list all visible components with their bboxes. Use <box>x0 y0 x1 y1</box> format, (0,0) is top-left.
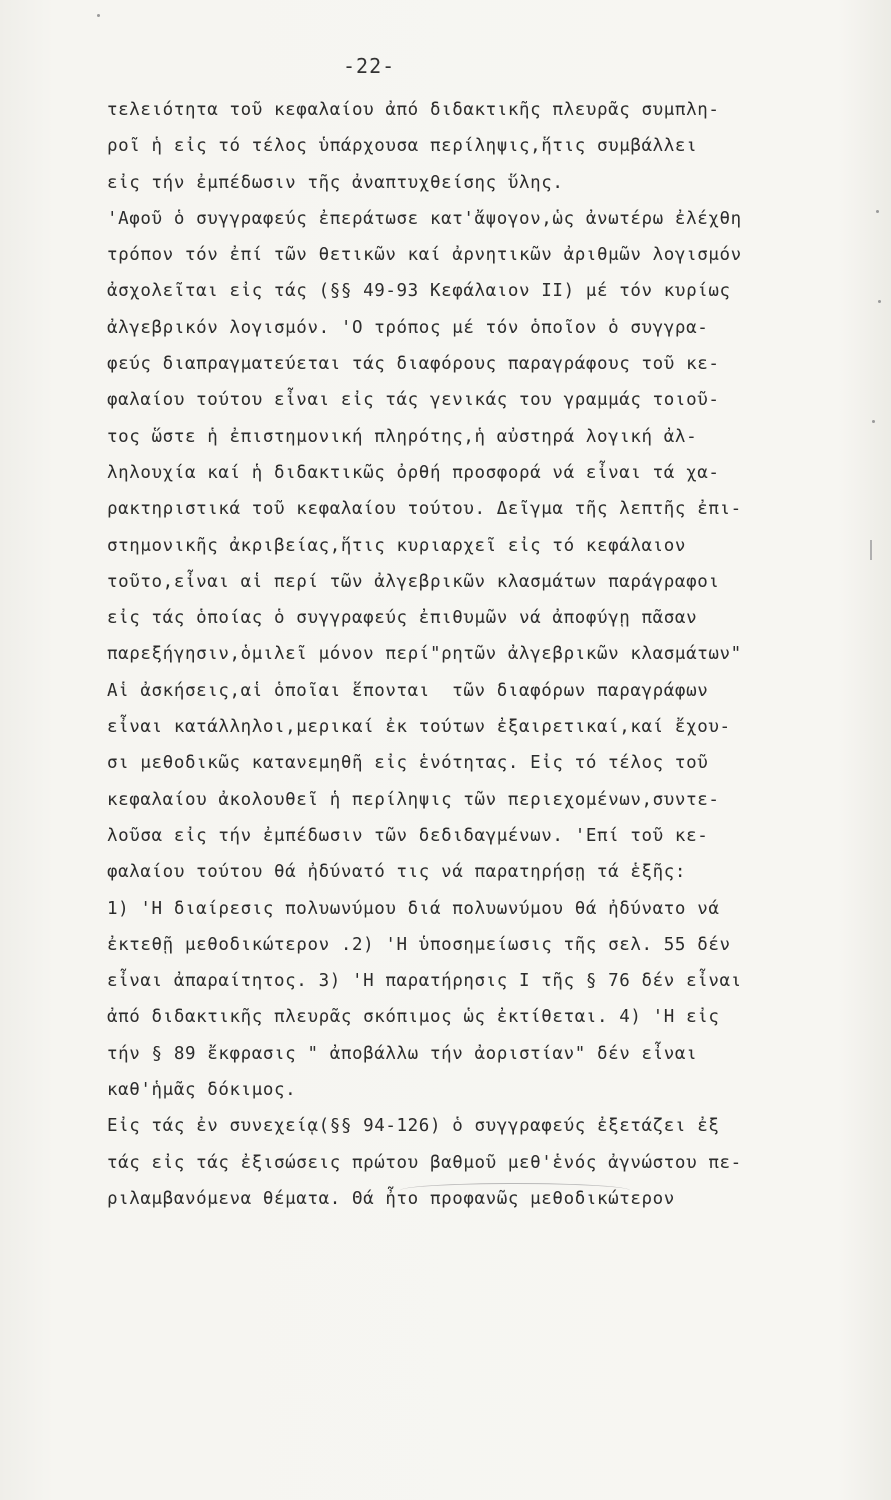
text-line: 1) 'Η διαίρεσις πολυωνύμου διά πολυωνύμου θά ἠδύνατο νά <box>107 898 720 919</box>
paper-speck <box>878 300 881 303</box>
paper-speck <box>97 14 100 17</box>
text-line: παρεξήγησιν,ὁμιλεῖ μόνον περί"ρητῶν ἀλγεβρικῶν κλασμάτων" <box>107 644 742 665</box>
text-line: τος ὥστε ἡ ἐπιστημονική πληρότης,ἡ αὐστηρά λογική ἀλ- <box>107 426 698 447</box>
typed-text-block <box>107 92 877 1217</box>
text-line: Εἰς τάς ἐν συνεχείᾳ(§§ 94-126) ὁ συγγραφεύς ἐξετάζει ἐξ <box>107 1116 720 1137</box>
text-line: καθ'ἡμᾶς δόκιμος. <box>107 1080 297 1101</box>
text-line: ἐκτεθῇ μεθοδικώτερον .2) 'Η ὑποσημείωσις τῆς σελ. 55 δέν <box>107 934 731 955</box>
text-line: ρακτηριστικά τοῦ κεφαλαίου τούτου. Δεῖγμα τῆς λεπτῆς ἐπι- <box>107 499 742 520</box>
text-line: σι μεθοδικῶς κατανεμηθῆ εἰς ἑνότητας. Εἰς τό τέλος τοῦ <box>107 753 709 774</box>
text-line: εἰς τάς ὁποίας ὁ συγγραφεύς ἐπιθυμῶν νά ἀποφύγῃ πᾶσαν <box>107 608 698 629</box>
text-line: 'Αφοῦ ὁ συγγραφεύς ἐπεράτωσε κατ'ἄψογον,ὡς ἀνωτέρω ἐλέχθη <box>107 208 742 229</box>
text-line: Αἱ ἀσκήσεις,αἱ ὁποῖαι ἕπονται τῶν διαφόρων παραγράφων <box>107 680 709 701</box>
text-line: ἀσχολεῖται εἰς τάς (§§ 49-93 Κεφάλαιον ΙΙ) μέ τόν κυρίως <box>107 281 731 302</box>
text-line: λοῦσα εἰς τήν ἐμπέδωσιν τῶν δεδιδαγμένων. 'Επί τοῦ κε- <box>107 825 709 846</box>
text-line: ροῖ ἡ εἰς τό τέλος ὑπάρχουσα περίληψις,ἥτις συμβάλλει <box>107 136 698 157</box>
text-line: ἀλγεβρικόν λογισμόν. 'Ο τρόπος μέ τόν ὁποῖον ὁ συγγρα- <box>107 317 709 338</box>
text-line: στημονικῆς ἀκριβείας,ἥτις κυριαρχεῖ εἰς τό κεφάλαιον <box>107 535 687 556</box>
text-line: ριλαμβανόμενα θέματα. Θά ἦτο προφανῶς μεθοδικώτερον <box>107 1188 675 1209</box>
text-line: εἰς τήν ἐμπέδωσιν τῆς ἀναπτυχθείσης ὕλης. <box>107 172 564 193</box>
text-line: τήν § 89 ἔκφρασις " ἀποβάλλω τήν ἀοριστίαν" δέν εἶναι <box>107 1043 698 1064</box>
text-line: εἶναι κατάλληλοι,μερικαί ἐκ τούτων ἐξαιρετικαί,καί ἔχου- <box>107 717 731 738</box>
text-line: κεφαλαίου ἀκολουθεῖ ἡ περίληψις τῶν περιεχομένων,συντε- <box>107 789 720 810</box>
text-line: τοῦτο,εἶναι αἱ περί τῶν ἀλγεβρικῶν κλασμάτων παράγραφοι <box>107 571 720 592</box>
text-line: τάς εἰς τάς ἐξισώσεις πρώτου βαθμοῦ μεθ'ἑνός ἀγνώστου πε- <box>107 1152 742 1173</box>
text-line: φαλαίου τούτου εἶναι εἰς τάς γενικάς του γραμμάς τοιοῦ- <box>107 390 720 411</box>
text-line: φεύς διαπραγματεύεται τάς διαφόρους παραγράφους τοῦ κε- <box>107 354 720 375</box>
text-line: τελειότητα τοῦ κεφαλαίου ἀπό διδακτικῆς πλευρᾶς συμπλη- <box>107 100 720 120</box>
text-line: ληλουχία καί ἡ διδακτικῶς ὀρθή προσφορά νά εἶναι τά χα- <box>107 462 720 483</box>
page-number: -22- <box>343 54 396 78</box>
text-line: ἀπό διδακτικῆς πλευρᾶς σκόπιμος ὡς ἐκτίθεται. 4) 'Η εἰς <box>107 1007 720 1028</box>
text-line: φαλαίου τούτου θά ἠδύνατό τις νά παρατηρήσῃ τά ἑξῆς: <box>107 862 687 883</box>
text-line: εἶναι ἀπαραίτητος. 3) 'Η παρατήρησις Ι τῆς § 76 δέν εἶναι <box>107 971 742 992</box>
text-line: τρόπον τόν ἐπί τῶν θετικῶν καί ἀρνητικῶν ἀριθμῶν λογισμόν <box>107 245 742 266</box>
